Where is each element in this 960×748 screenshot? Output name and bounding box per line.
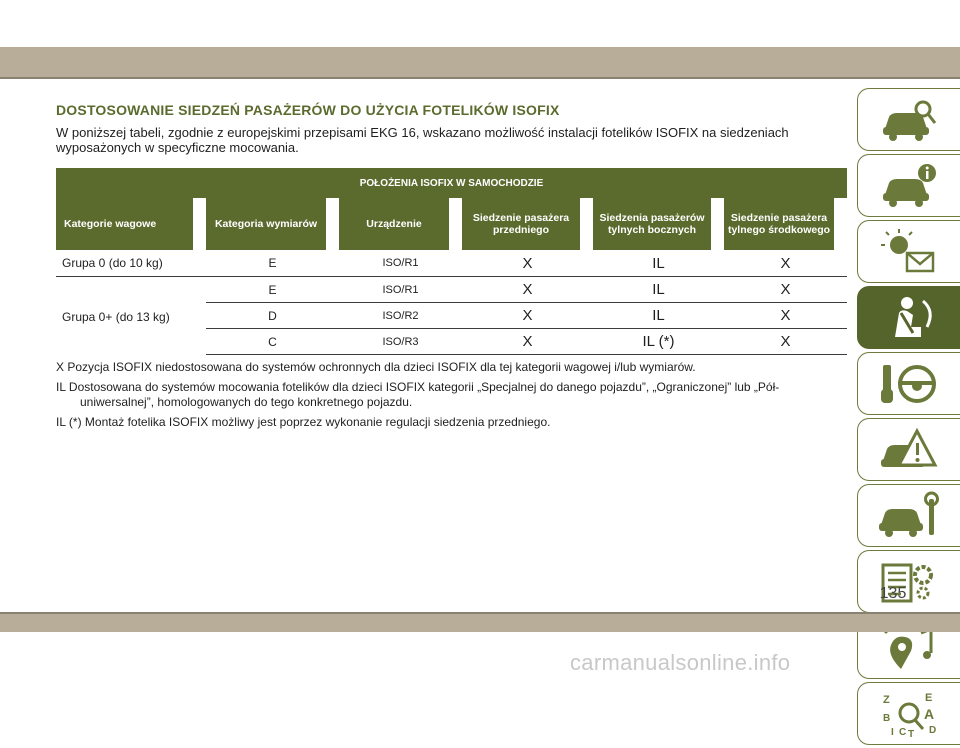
cell-rear-center: X <box>780 307 791 324</box>
cell-weight: Grupa 0 (do 10 kg) <box>62 256 163 270</box>
tab-index[interactable] <box>857 682 960 745</box>
col-header-rear-side: Siedzenia pasażerów tylnych bocznych <box>593 198 711 250</box>
car-breakdown-icon <box>877 425 941 475</box>
intro-paragraph: W poniższej tabeli, zgodnie z europejskimi przepisami EKG 16, wskazano możliwość instalacji fotelików ISOFIX na siedzeniach wyposażonych w specyficzne mocowania. <box>56 125 789 155</box>
note-x: X Pozycja ISOFIX niedostosowana do systemów ochronnych dla dzieci ISOFIX dla tej kategorii wagowej i/lub wymiarów. <box>56 360 696 374</box>
cell-front: X <box>522 254 533 272</box>
col-header-front: Siedzenie pasażera przedniego <box>462 198 580 250</box>
cell-rear-side: IL <box>652 307 665 324</box>
cell-size: C <box>268 334 277 349</box>
table-group-header: POŁOŻENIA ISOFIX W SAMOCHODZIE <box>56 168 847 198</box>
col-header-size: Kategoria wymiarów <box>206 198 326 250</box>
note-il-star: IL (*) Montaż fotelika ISOFIX możliwy jest poprzez wykonanie regulacji siedzenia przedniego. <box>56 415 551 429</box>
isofix-table <box>56 168 847 355</box>
cell-size: E <box>268 282 277 297</box>
car-search-icon <box>877 95 941 145</box>
tab-seat-safety[interactable] <box>857 286 960 349</box>
table-header-row <box>56 198 847 250</box>
watermark: carmanualsonline.info <box>570 650 791 675</box>
svg-text:B: B <box>883 712 891 724</box>
cell-rear-side: IL <box>652 254 665 272</box>
page-number: 135 <box>879 585 907 602</box>
header-gap <box>449 198 462 250</box>
col-header-rear-center: Siedzenie pasażera tylnego środkowego <box>724 198 834 250</box>
tab-technical-data[interactable] <box>857 550 960 613</box>
header-gap <box>580 198 593 250</box>
note-il: IL Dostosowana do systemów mocowania fotelików dla dzieci ISOFIX kategorii „Specjalnej do danego pojazdu”, „Ograniczonej” lub „Pół-uniwersalnej”, homologowanych do tego konkretnego pojazdu. <box>56 380 780 409</box>
header-gap <box>711 198 724 250</box>
tab-starting-driving[interactable] <box>857 352 960 415</box>
cell-front: X <box>522 281 533 298</box>
tab-service[interactable] <box>857 484 960 547</box>
cell-device: ISO/R3 <box>382 335 419 348</box>
cell-device: ISO/R2 <box>382 309 419 322</box>
tab-car-info[interactable] <box>857 154 960 217</box>
svg-text:A: A <box>924 705 935 722</box>
table-notes <box>56 360 836 435</box>
svg-text:E: E <box>925 691 933 704</box>
header-gap <box>193 198 206 250</box>
table-body <box>56 250 847 355</box>
svg-text:D: D <box>929 724 937 736</box>
svg-text:Z: Z <box>883 693 890 706</box>
tab-warning-lights[interactable] <box>857 220 960 283</box>
svg-text:I: I <box>891 726 894 738</box>
chapter-tabs <box>857 88 960 748</box>
seat-safety-icon <box>877 293 941 343</box>
cell-rear-center: X <box>780 254 791 272</box>
cell-rear-center: X <box>780 333 791 350</box>
col-header-device: Urządzenie <box>339 198 449 250</box>
table-row <box>56 250 847 277</box>
steering-wheel-key-icon <box>877 359 941 409</box>
cell-front: X <box>522 333 533 350</box>
top-rule <box>0 77 960 79</box>
cell-device: ISO/R1 <box>382 283 419 296</box>
col-header-weight: Kategorie wagowe <box>56 198 193 250</box>
cell-front: X <box>522 307 533 324</box>
cell-rear-side: IL <box>652 281 665 298</box>
svg-text:T: T <box>908 728 915 739</box>
cell-size: E <box>268 256 277 270</box>
car-service-wrench-icon <box>877 491 941 541</box>
bottom-band <box>0 614 960 632</box>
section-title: DOSTOSOWANIE SIEDZEŃ PASAŻERÓW DO UŻYCIA FOTELIKÓW ISOFIX <box>56 102 560 118</box>
top-band <box>0 47 960 77</box>
svg-text:C: C <box>899 726 907 738</box>
cell-size: D <box>268 308 277 323</box>
cell-device: ISO/R1 <box>382 257 419 269</box>
header-gap <box>326 198 339 250</box>
tab-car-search[interactable] <box>857 88 960 151</box>
tab-emergency[interactable] <box>857 418 960 481</box>
warning-lights-mail-icon <box>877 227 941 277</box>
car-info-icon <box>877 161 941 211</box>
cell-rear-center: X <box>780 281 791 298</box>
alphabetical-index-icon <box>877 689 941 739</box>
cell-weight-merged: Grupa 0+ (do 13 kg) <box>56 277 206 356</box>
cell-rear-side: IL (*) <box>642 333 675 350</box>
